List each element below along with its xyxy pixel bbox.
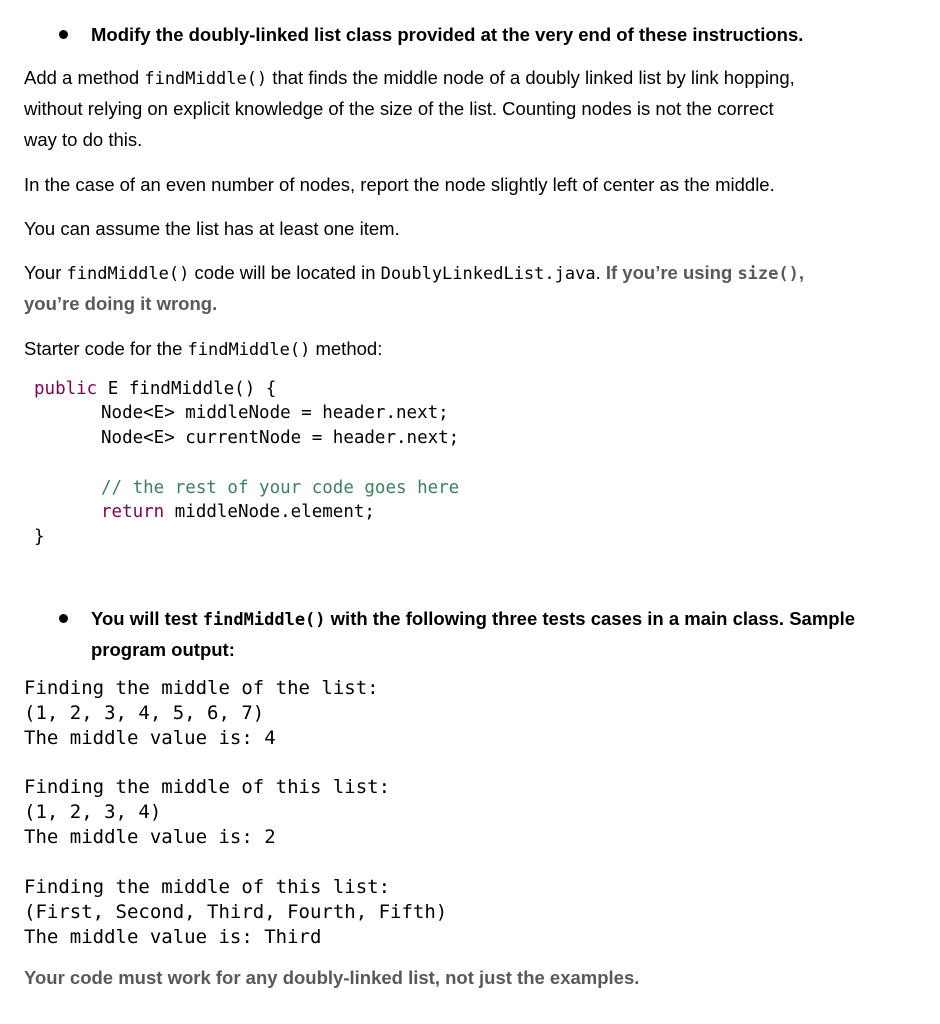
bullet-2-line1 — [91, 603, 855, 636]
output-2-line2: (1, 2, 3, 4) — [24, 801, 162, 823]
footer-note: Your code must work for any doubly-linked list, not just the examples. — [24, 967, 640, 988]
text: Your — [24, 262, 67, 283]
text: that finds the middle node of a doubly linked list by link hopping, — [267, 67, 795, 88]
text: Starter code for the — [24, 338, 188, 359]
para-even-nodes: In the case of an even number of nodes, report the node slightly left of center as the middle. — [24, 174, 775, 195]
output-1-line1: Finding the middle of the list: — [24, 677, 379, 699]
inline-code: findMiddle() — [66, 264, 190, 284]
output-3-line3: The middle value is: Third — [24, 926, 322, 948]
bullet-2-line2: program output: — [91, 639, 235, 660]
code-line-1 — [34, 377, 276, 402]
code-line-return — [101, 500, 375, 525]
inline-code: findMiddle() — [202, 610, 326, 630]
inline-code: findMiddle() — [187, 340, 311, 360]
inline-code: findMiddle() — [144, 69, 268, 89]
inline-code-file: DoublyLinkedList.java — [380, 264, 596, 284]
para-location-line1 — [24, 257, 804, 290]
para-add-method-line2: without relying on explicit knowledge of the size of the list. Counting nodes is not the correct — [24, 98, 774, 119]
text: with the following three tests cases in a main class. Sample — [325, 608, 856, 629]
keyword: return — [101, 502, 165, 522]
text: method: — [310, 338, 383, 359]
warning-text: If you’re using — [605, 262, 738, 283]
text: Add a method — [24, 67, 145, 88]
output-1-line2: (1, 2, 3, 4, 5, 6, 7) — [24, 702, 265, 724]
para-at-least-one: You can assume the list has at least one item. — [24, 218, 400, 239]
para-starter-code — [24, 333, 382, 366]
text: . — [595, 262, 606, 283]
text: code will be located in — [189, 262, 381, 283]
bullet-1-heading: Modify the doubly-linked list class provided at the very end of these instructions. — [91, 24, 804, 45]
bullet-1-dot — [59, 30, 68, 39]
output-3-line2: (First, Second, Third, Fourth, Fifth) — [24, 901, 448, 923]
warning-text: , — [798, 262, 804, 283]
para-add-method-line3: way to do this. — [24, 129, 143, 150]
code-text: middleNode.element; — [164, 502, 375, 522]
code-line-close: } — [34, 527, 45, 547]
keyword: public — [34, 379, 98, 399]
output-1-line3: The middle value is: 4 — [24, 727, 276, 749]
code-line-2: Node<E> middleNode = header.next; — [101, 403, 449, 423]
code-line-3: Node<E> currentNode = header.next; — [101, 428, 460, 448]
output-2-line3: The middle value is: 2 — [24, 826, 276, 848]
output-2-line1: Finding the middle of this list: — [24, 776, 391, 798]
output-3-line1: Finding the middle of this list: — [24, 876, 391, 898]
text: You will test — [91, 608, 203, 629]
bullet-2-dot — [59, 614, 68, 623]
code-text: E findMiddle() { — [97, 379, 277, 399]
warning-code: size() — [737, 264, 799, 284]
code-comment-line: // the rest of your code goes here — [101, 478, 460, 498]
para-add-method-line1 — [24, 62, 795, 95]
para-location-line2: you’re doing it wrong. — [24, 293, 218, 314]
